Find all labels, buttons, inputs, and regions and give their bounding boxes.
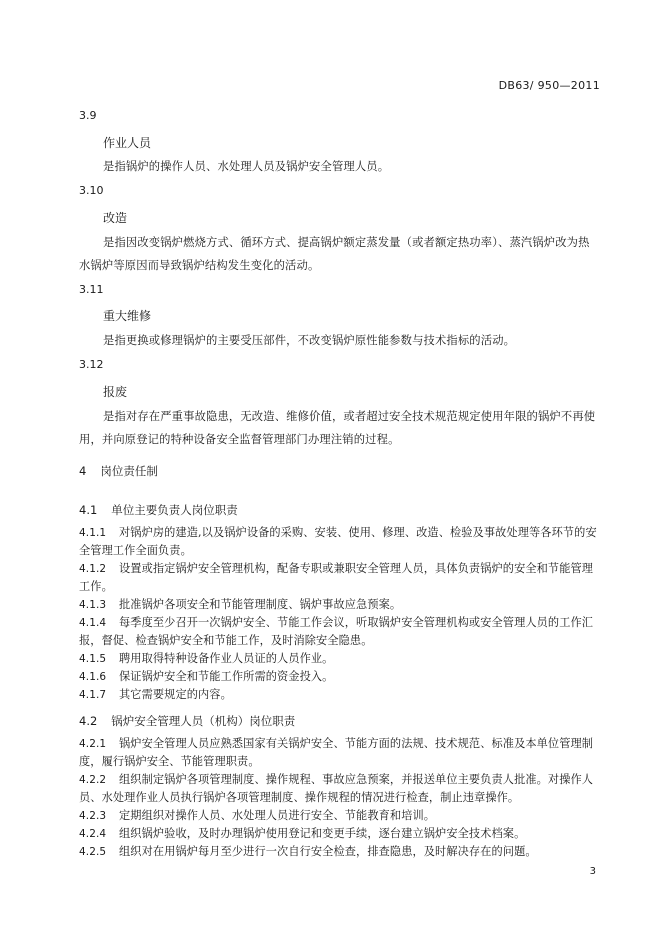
term-definition: 是指对存在严重事故隐患，无改造、维修价值，或者超过安全技术规范规定使用年限的锅炉不再使用，并向原登记的特种设备安全监督管理部门办理注销的过程。: [79, 410, 596, 446]
term-title: 作业人员: [103, 136, 152, 150]
list-item: [79, 596, 601, 614]
list-item: [79, 807, 601, 825]
item-text: 聘用取得特种设备作业人员证的人员作业。: [119, 652, 334, 665]
item-number: 4.1.6: [79, 671, 107, 683]
subsection-title: 锅炉安全管理人员（机构）岗位职责: [111, 714, 296, 728]
item-text: 组织制定锅炉各项管理制度、操作规程、事故应急预案，并报送单位主要负责人批准。对操作人员、水处理作业人员执行锅炉各项管理制度、操作规程的情况进行检查，制止违章操作。: [79, 773, 594, 804]
item-text: 每季度至少召开一次锅炉安全、节能工作会议，听取锅炉安全管理机构或安全管理人员的工作汇报，督促、检查锅炉安全和节能工作，及时消除安全隐患。: [79, 616, 594, 647]
document-code-header: DB63/ 950—2011: [498, 79, 600, 92]
clause-number: 3.10: [79, 184, 104, 197]
item-number: 4.1.4: [79, 617, 107, 629]
list-item: [79, 843, 601, 861]
item-text: 组织锅炉验收，及时办理锅炉使用登记和变更手续，逐台建立锅炉安全技术档案。: [119, 827, 526, 840]
item-number: 4.1.7: [79, 689, 107, 701]
item-number: 4.2.4: [79, 828, 107, 840]
list-item: [79, 668, 601, 686]
list-item: [79, 686, 601, 704]
term-definition: 是指锅炉的操作人员、水处理人员及锅炉安全管理人员。: [103, 160, 390, 173]
term-definition: 是指更换或修理锅炉的主要受压部件，不改变锅炉原性能参数与技术指标的活动。: [103, 334, 516, 347]
item-number: 4.1.1: [79, 527, 107, 539]
item-text: 对锅炉房的建造,以及锅炉设备的采购、安装、使用、修理、改造、检验及事故处理等各环节的安全管理工作全面负责。: [79, 526, 597, 557]
item-text: 其它需要规定的内容。: [119, 688, 232, 701]
section-number: 4: [79, 464, 87, 478]
item-text: 批准锅炉各项安全和节能管理制度、锅炉事故应急预案。: [119, 598, 402, 611]
clause-number: 3.9: [79, 109, 97, 122]
term-definition: 是指因改变锅炉燃烧方式、循环方式、提高锅炉额定蒸发量（或者额定热功率）、蒸汽锅炉改为热水锅炉等原因而导致锅炉结构发生变化的活动。: [79, 236, 590, 272]
item-text: 设置或指定锅炉安全管理机构，配备专职或兼职安全管理人员，具体负责锅炉的安全和节能管理工作。: [79, 562, 594, 593]
term-title: 报废: [103, 385, 128, 399]
item-text: 组织对在用锅炉每月至少进行一次自行安全检查，排查隐患，及时解决存在的问题。: [119, 845, 537, 858]
list-item: [79, 614, 601, 650]
subsection-heading: [79, 713, 295, 729]
list-item: [79, 560, 601, 596]
term-title: 重大维修: [103, 309, 152, 323]
item-number: 4.2.1: [79, 738, 107, 750]
clause-number: 3.11: [79, 283, 104, 296]
list-item: [79, 650, 601, 668]
item-number: 4.1.3: [79, 599, 107, 611]
term-title: 改造: [103, 211, 128, 225]
clause-number: 3.12: [79, 358, 104, 371]
item-text: 锅炉安全管理人员应熟悉国家有关锅炉安全、节能方面的法规、技术规范、标准及本单位管理制度，履行锅炉安全、节能管理职责。: [79, 737, 594, 768]
item-text: 保证锅炉安全和节能工作所需的资金投入。: [119, 670, 334, 683]
subsection-number: 4.1: [79, 503, 98, 517]
list-item: [79, 825, 601, 843]
item-text: 定期组织对操作人员、水处理人员进行安全、节能教育和培训。: [119, 809, 436, 822]
subsection-number: 4.2: [79, 714, 98, 728]
list-item: [79, 735, 601, 771]
subsection-heading: [79, 502, 238, 518]
page-number: 3: [589, 866, 596, 877]
item-number: 4.2.2: [79, 774, 107, 786]
section-title: 岗位责任制: [100, 464, 158, 478]
section-heading: [79, 463, 158, 479]
item-number: 4.1.2: [79, 563, 107, 575]
subsection-title: 单位主要负责人岗位职责: [111, 503, 238, 517]
item-number: 4.2.5: [79, 846, 107, 858]
item-number: 4.2.3: [79, 810, 107, 822]
list-item: [79, 771, 601, 807]
list-item: [79, 524, 601, 560]
item-number: 4.1.5: [79, 653, 107, 665]
